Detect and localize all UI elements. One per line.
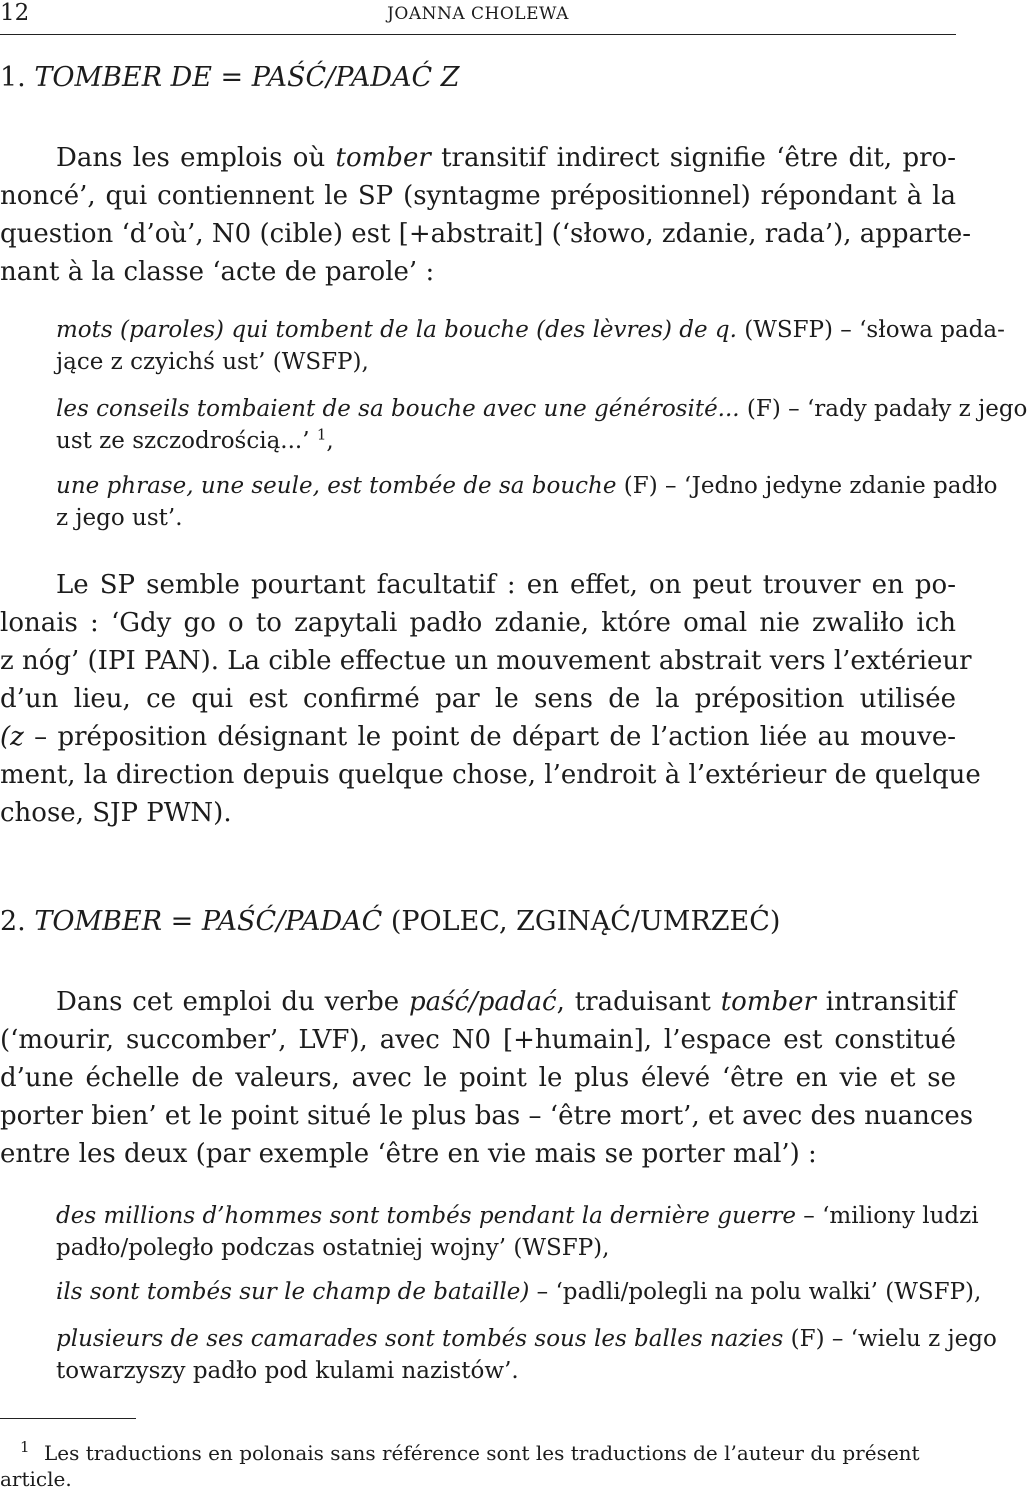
example-french: ils sont tombés sur le champ de bataille) (56, 1279, 530, 1305)
example-translation-cont: towarzyszy padło pod kulami nazistów’. (56, 1358, 519, 1384)
paragraph-line: ment, la direction depuis quelque chose, l’endroit à l’extérieur de quelque (0, 760, 981, 790)
paragraph-line: porter bien’ et le point situé le plus bas – ‘être mort’, et avec des nuances (0, 1101, 974, 1131)
section-1-heading (0, 62, 460, 93)
example-french: une phrase, une seule, est tombée de sa bouche (56, 473, 617, 499)
paragraph-line: noncé’, qui contiennent le SP (syntagme prépositionnel) répondant à la (0, 181, 956, 211)
example-translation-cont: padło/poległo podczas ostatniej wojny’ (WSFP), (56, 1235, 610, 1261)
example-translation-cont: ust ze szczodrością...’ (56, 428, 310, 454)
running-header (0, 0, 956, 35)
section-1-paragraph (0, 139, 972, 291)
example-6 (56, 1323, 997, 1387)
example-3 (56, 470, 998, 534)
example-punct: , (326, 428, 334, 454)
example-translation: – ‘miliony ludzi (795, 1203, 979, 1229)
example-french: des millions d’hommes sont tombés pendant la dernière guerre (56, 1203, 796, 1229)
example-translation-cont: z jego ust’. (56, 505, 183, 531)
paragraph-line: (z – préposition désignant le point de départ de l’action liée au mouve- (0, 722, 957, 752)
paragraph-line: Dans cet emploi du verbe paść/padać, traduisant tomber intransitif (56, 987, 956, 1017)
section-2-title-rest: (POLEC, ZGINĄĆ/UMRZEĆ) (382, 906, 781, 937)
paragraph-line: chose, SJP PWN). (0, 798, 232, 828)
example-translation: (WSFP) – ‘słowa pada- (736, 317, 1005, 343)
running-header-author: JOANNA CHOLEWA (387, 4, 569, 24)
example-5 (56, 1276, 982, 1308)
paragraph-line: d’un lieu, ce qui est confirmé par le sens de la préposition utilisée (0, 684, 956, 714)
page-number: 12 (0, 0, 30, 26)
example-french: les conseils tombaient de sa bouche avec une générosité... (56, 396, 740, 422)
example-translation: (F) – ‘Jedno jedyne zdanie padło (616, 473, 998, 499)
footnote (0, 1440, 956, 1492)
section-1-title: TOMBER DE = PAŚĆ/PADAĆ Z (34, 62, 460, 93)
footnote-rule (0, 1418, 136, 1419)
section-2-heading (0, 906, 780, 937)
example-2 (56, 393, 1027, 457)
paragraph-line: d’une échelle de valeurs, avec le point le plus élevé ‘être en vie et se (0, 1063, 956, 1093)
footnote-text: Les traductions en polonais sans référence sont les traductions de l’auteur du présent (44, 1441, 920, 1465)
section-2-paragraph (0, 983, 974, 1173)
section-2-number: 2. (0, 906, 26, 937)
paragraph-line: entre les deux (par exemple ‘être en vie mais se porter mal’) : (0, 1139, 817, 1169)
paragraph-line: nant à la classe ‘acte de parole’ : (0, 257, 435, 287)
paragraph-line: lonais : ‘Gdy go o to zapytali padło zdanie, które omal nie zwaliło ich (0, 608, 956, 638)
paragraph-line: Le SP semble pourtant facultatif : en effet, on peut trouver en po- (56, 570, 956, 600)
paragraph-line: question ‘d’où’, N0 (cible) est [+abstrait] (‘słowo, zdanie, rada’), apparte- (0, 219, 972, 249)
section-2-title-italic: TOMBER = PAŚĆ/PADAĆ (34, 906, 383, 937)
footnote-mark: 1 (20, 1438, 30, 1456)
footnote-reference: 1 (316, 425, 327, 444)
paragraph-line: Dans les emplois où tomber transitif indirect signifie ‘être dit, pro- (56, 143, 956, 173)
example-translation-cont: jące z czyichś ust’ (WSFP), (56, 349, 369, 375)
example-4 (56, 1200, 979, 1264)
example-french: plusieurs de ses camarades sont tombés sous les balles nazies (56, 1326, 784, 1352)
paragraph-line: (‘mourir, succomber’, LVF), avec N0 [+humain], l’espace est constitué (0, 1025, 956, 1055)
section-1-number: 1. (0, 62, 26, 93)
paragraph-line: z nóg’ (IPI PAN). La cible effectue un mouvement abstrait vers l’extérieur (0, 646, 972, 676)
example-translation: (F) – ‘wielu z jego (783, 1326, 997, 1352)
example-translation: (F) – ‘rady padały z jego (739, 396, 1027, 422)
example-french: mots (paroles) qui tombent de la bouche (des lèvres) de q. (56, 317, 737, 343)
example-1 (56, 314, 1005, 378)
section-1-paragraph-2 (0, 566, 981, 832)
footnote-text-cont: article. (0, 1467, 72, 1491)
example-translation: – ‘padli/polegli na polu walki’ (WSFP), (529, 1279, 982, 1305)
